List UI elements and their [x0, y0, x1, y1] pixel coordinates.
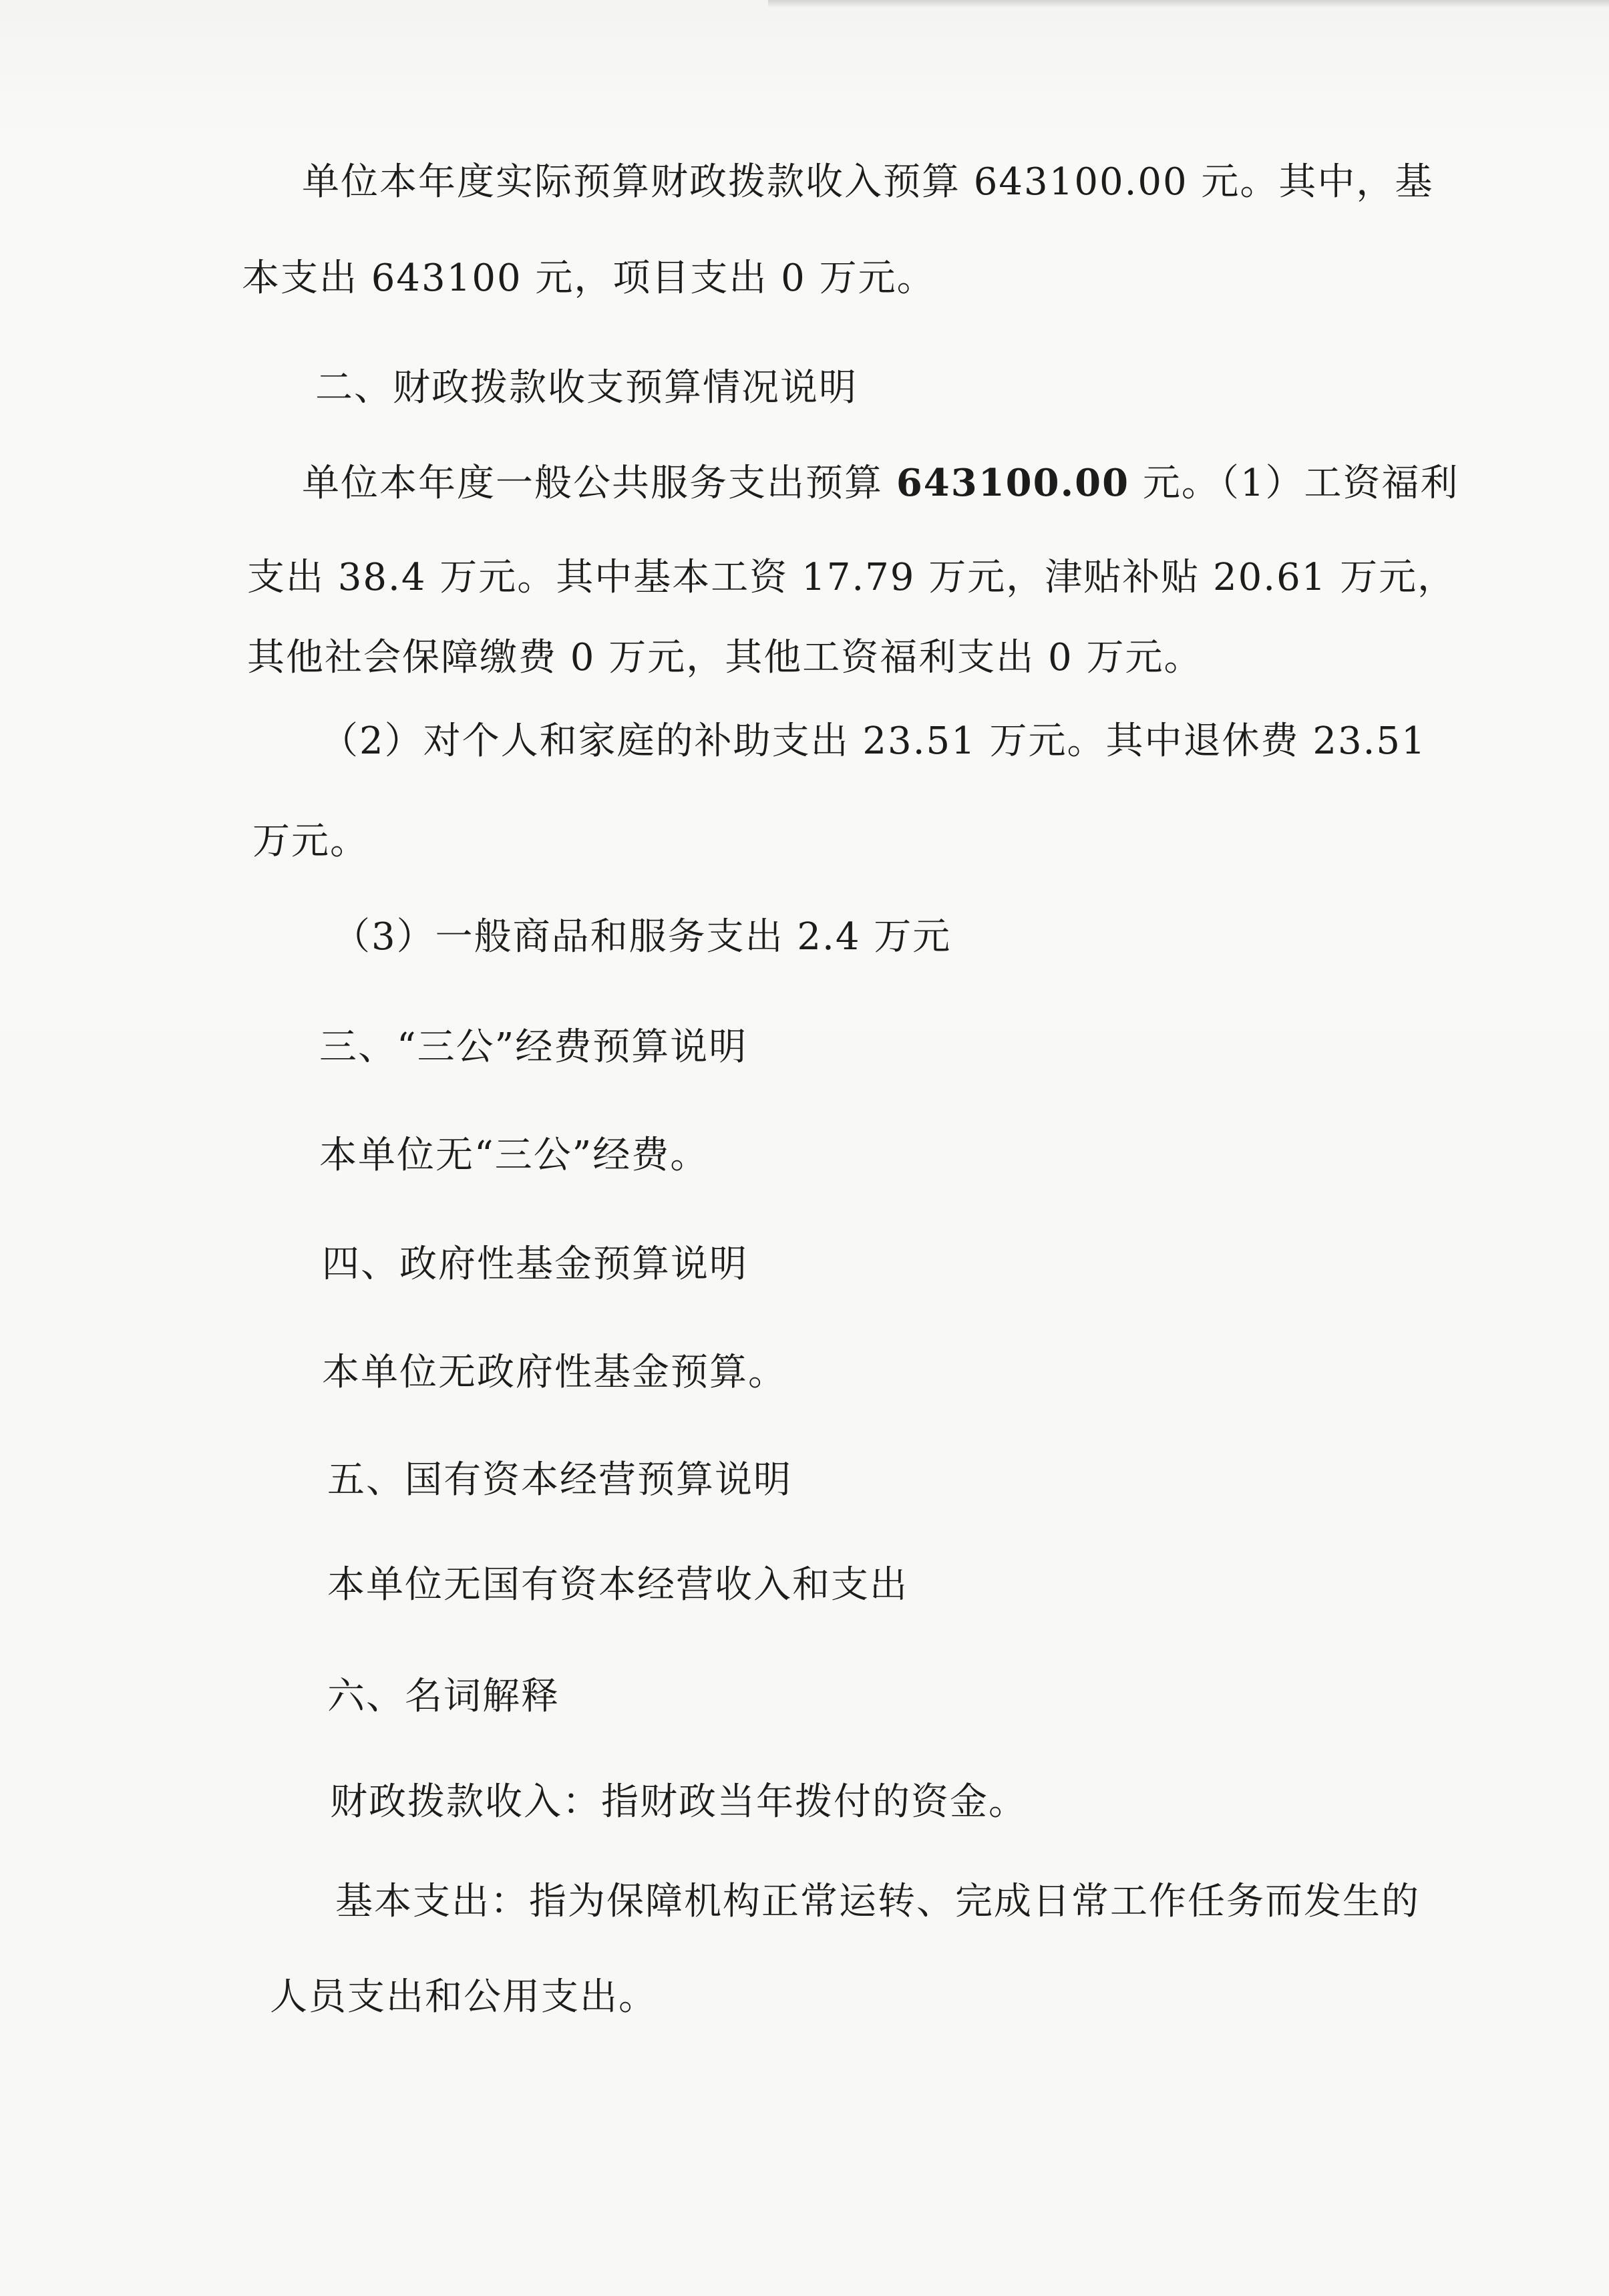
paragraph-9-line-1: 基本支出：指为保障机构正常运转、完成日常工作任务而发生的 — [335, 1880, 1420, 1923]
paragraph-2-text-c: 元。（1）工资福利 — [1129, 462, 1459, 505]
heading-4: 四、政府性基金预算说明 — [322, 1243, 748, 1286]
paragraph-1-line-2: 本支出 643100 元，项目支出 0 万元。 — [242, 257, 936, 300]
heading-6: 六、名词解释 — [327, 1675, 560, 1718]
heading-5: 五、国有资本经营预算说明 — [327, 1458, 792, 1502]
paragraph-7: 本单位无国有资本经营收入和支出 — [327, 1563, 908, 1607]
paragraph-8: 财政拨款收入：指财政当年拨付的资金。 — [330, 1780, 1027, 1824]
paragraph-2-text-a: 单位本年度一般公共服务支出预算 — [302, 462, 896, 505]
paragraph-3-line-2: 万元。 — [252, 820, 369, 863]
paragraph-2-line-3: 其他社会保障缴费 0 万元，其他工资福利支出 0 万元。 — [247, 636, 1203, 679]
scan-edge-shadow — [768, 0, 1609, 8]
paragraph-2-line-2: 支出 38.4 万元。其中基本工资 17.79 万元，津贴补贴 20.61 万元， — [247, 556, 1457, 599]
paragraph-3-line-1: （2）对个人和家庭的补助支出 23.51 万元。其中退休费 23.51 — [321, 719, 1427, 763]
heading-3: 三、“三公”经费预算说明 — [319, 1025, 748, 1069]
paragraph-2-line-1 — [302, 460, 1459, 507]
paragraph-5: 本单位无“三公”经费。 — [319, 1134, 709, 1177]
paragraph-1-line-1: 单位本年度实际预算财政拨款收入预算 643100.00 元。其中，基 — [302, 160, 1434, 204]
paragraph-2-amount: 643100.00 — [896, 461, 1130, 505]
heading-2: 二、财政拨款收支预算情况说明 — [315, 366, 858, 409]
paragraph-6: 本单位无政府性基金预算。 — [322, 1351, 787, 1394]
paragraph-4: （3）一般商品和服务支出 2.4 万元 — [333, 915, 952, 959]
paragraph-9-line-2: 人员支出和公用支出。 — [270, 1975, 657, 2019]
